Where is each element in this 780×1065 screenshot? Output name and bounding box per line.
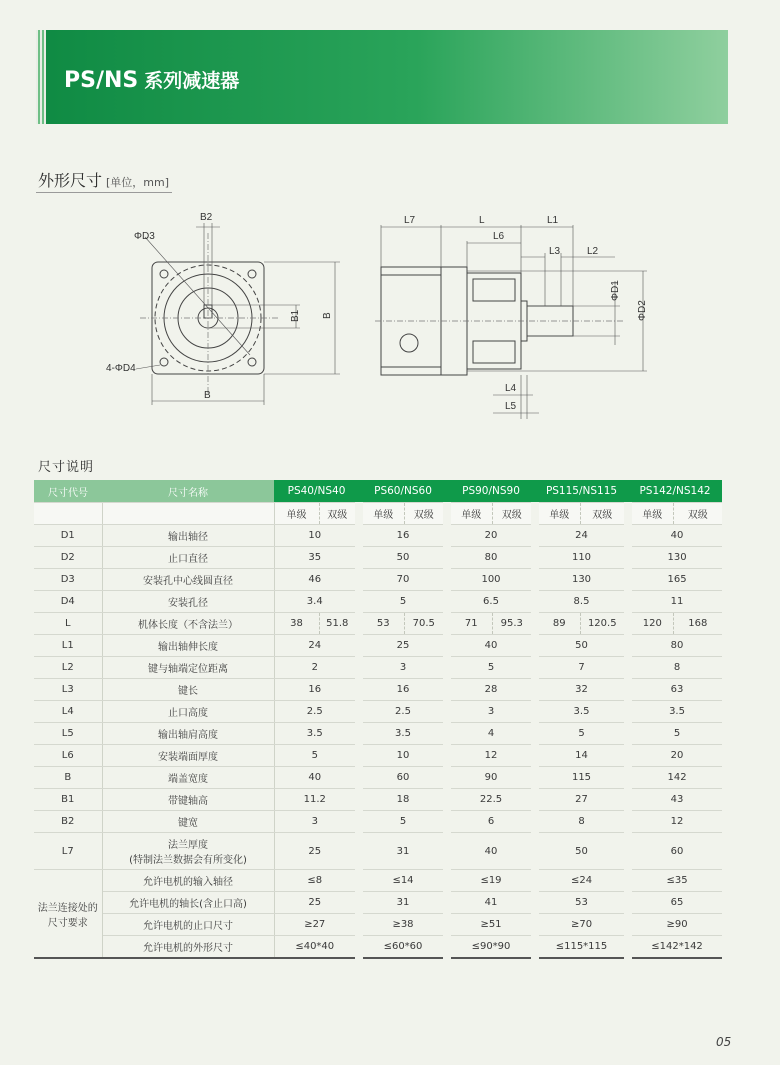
value-cell: 40 (447, 833, 535, 870)
value-cell: 31 (359, 833, 447, 870)
value-cell: ≤35 (628, 870, 722, 892)
value-cell: 41 (447, 892, 535, 914)
label-b1: B1 (290, 309, 301, 322)
value-cell: ≤14 (359, 870, 447, 892)
table-row (34, 657, 722, 679)
value-cell: 31 (359, 892, 447, 914)
value-cell: 90 (447, 767, 535, 789)
value-cell: ≤60*60 (359, 936, 447, 959)
value-cell: 3 (447, 701, 535, 723)
value-cell: ≤24 (535, 870, 628, 892)
row-name-line2: (特制法兰数据会有所变化) (129, 855, 247, 866)
value-cell: 2.5 (274, 701, 359, 723)
row-name: 允许电机的止口尺寸 (102, 914, 274, 936)
value-cell: ≤90*90 (447, 936, 535, 959)
row-name-line1: 法兰厚度 (168, 840, 208, 851)
row-code: D1 (34, 525, 102, 547)
model-header: PS40/NS40 (274, 480, 359, 503)
value-cell: 8.5 (535, 591, 628, 613)
stage-label: 单级 (447, 503, 492, 525)
row-code: D2 (34, 547, 102, 569)
value-cell: 28 (447, 679, 535, 701)
label-b2: B2 (200, 212, 213, 223)
table-row (34, 547, 722, 569)
spec-table (34, 480, 722, 959)
row-code: L2 (34, 657, 102, 679)
spec-section-title: 尺寸说明 (38, 460, 95, 475)
model-header: PS142/NS142 (628, 480, 722, 503)
stage-label: 双级 (404, 503, 447, 525)
label-l3: L3 (549, 246, 561, 257)
stage-label: 单级 (359, 503, 404, 525)
value-cell: 5 (447, 657, 535, 679)
row-code: D3 (34, 569, 102, 591)
table-row-flange (34, 892, 722, 914)
stage-label: 单级 (535, 503, 580, 525)
col-name-header: 尺寸名称 (102, 480, 274, 503)
value-cell: 12 (628, 811, 722, 833)
value-cell: 24 (274, 635, 359, 657)
value-cell: ≥70 (535, 914, 628, 936)
value-cell: 3.5 (535, 701, 628, 723)
value-cell: 46 (274, 569, 359, 591)
value-cell: 18 (359, 789, 447, 811)
table-row (34, 701, 722, 723)
value-cell: 2 (274, 657, 359, 679)
value-cell: 4 (447, 723, 535, 745)
value-cell: 6.5 (447, 591, 535, 613)
row-name: 输出轴伸长度 (102, 635, 274, 657)
value-cell: 3 (359, 657, 447, 679)
value-cell: 168 (673, 613, 722, 635)
row-code: L5 (34, 723, 102, 745)
value-cell: 14 (535, 745, 628, 767)
label-l4: L4 (505, 383, 517, 394)
value-cell: ≥51 (447, 914, 535, 936)
value-cell: 63 (628, 679, 722, 701)
value-cell: 5 (359, 591, 447, 613)
row-code: L1 (34, 635, 102, 657)
row-name: 键长 (102, 679, 274, 701)
table-header-row (34, 480, 722, 503)
value-cell: 51.8 (319, 613, 359, 635)
value-cell: 50 (535, 635, 628, 657)
value-cell: ≤19 (447, 870, 535, 892)
label-l7: L7 (404, 215, 416, 226)
table-row-length (34, 613, 722, 635)
row-name (102, 833, 274, 870)
value-cell: 120.5 (580, 613, 628, 635)
stage-label: 单级 (628, 503, 673, 525)
value-cell: 38 (274, 613, 319, 635)
empty-cell (102, 503, 274, 525)
value-cell: 5 (359, 811, 447, 833)
value-cell: 3.5 (274, 723, 359, 745)
value-cell: ≥27 (274, 914, 359, 936)
row-name: 输出轴径 (102, 525, 274, 547)
value-cell: 25 (274, 892, 359, 914)
row-name: 允许电机的外形尺寸 (102, 936, 274, 959)
row-name: 输出轴肩高度 (102, 723, 274, 745)
value-cell: 80 (447, 547, 535, 569)
table-row-flange-thickness (34, 833, 722, 870)
label-l6: L6 (493, 231, 505, 242)
value-cell: 10 (359, 745, 447, 767)
table-row (34, 591, 722, 613)
label-d1: ΦD1 (610, 280, 621, 301)
row-name: 允许电机的输入轴径 (102, 870, 274, 892)
table-row (34, 635, 722, 657)
value-cell: 8 (628, 657, 722, 679)
row-name: 键宽 (102, 811, 274, 833)
label-d3: ΦD3 (134, 231, 155, 242)
row-name: 机体长度（不含法兰） (102, 613, 274, 635)
dims-section-title (38, 168, 169, 191)
value-cell: 165 (628, 569, 722, 591)
value-cell: 3 (274, 811, 359, 833)
value-cell: 70.5 (404, 613, 447, 635)
value-cell: 80 (628, 635, 722, 657)
stage-label: 双级 (492, 503, 535, 525)
row-code: B1 (34, 789, 102, 811)
col-code-header: 尺寸代号 (34, 480, 102, 503)
value-cell: 40 (274, 767, 359, 789)
value-cell: 2.5 (359, 701, 447, 723)
title-cn: 系列减速器 (144, 70, 240, 92)
value-cell: 130 (535, 569, 628, 591)
value-cell: 3.4 (274, 591, 359, 613)
value-cell: 8 (535, 811, 628, 833)
value-cell: 3.5 (359, 723, 447, 745)
value-cell: 53 (535, 892, 628, 914)
value-cell: 20 (447, 525, 535, 547)
front-view-drawing (100, 205, 350, 420)
flange-group-label (34, 870, 102, 959)
row-code: L6 (34, 745, 102, 767)
flange-group-line2: 尺寸要求 (47, 917, 88, 929)
row-name: 止口高度 (102, 701, 274, 723)
value-cell: 50 (535, 833, 628, 870)
value-cell: 89 (535, 613, 580, 635)
value-cell: 115 (535, 767, 628, 789)
model-header: PS90/NS90 (447, 480, 535, 503)
value-cell: 16 (359, 525, 447, 547)
stage-label: 双级 (319, 503, 359, 525)
page-number: 05 (716, 1035, 732, 1049)
row-name: 安装孔中心线圆直径 (102, 569, 274, 591)
table-row (34, 525, 722, 547)
title-latin: PS/NS (64, 68, 139, 93)
label-l: L (479, 215, 485, 226)
value-cell: 5 (628, 723, 722, 745)
row-code: L7 (34, 833, 102, 870)
row-name: 带键轴高 (102, 789, 274, 811)
value-cell: 11.2 (274, 789, 359, 811)
value-cell: 60 (359, 767, 447, 789)
value-cell: 16 (274, 679, 359, 701)
value-cell: 95.3 (492, 613, 535, 635)
value-cell: 27 (535, 789, 628, 811)
row-code: B2 (34, 811, 102, 833)
model-header: PS115/NS115 (535, 480, 628, 503)
row-code: L4 (34, 701, 102, 723)
value-cell: 71 (447, 613, 492, 635)
value-cell: 43 (628, 789, 722, 811)
label-d4: 4-ΦD4 (106, 363, 136, 374)
value-cell: 20 (628, 745, 722, 767)
stage-label: 双级 (580, 503, 628, 525)
page-title (64, 66, 239, 93)
value-cell: ≤8 (274, 870, 359, 892)
value-cell: ≤115*115 (535, 936, 628, 959)
row-name: 端盖宽度 (102, 767, 274, 789)
stage-label: 单级 (274, 503, 319, 525)
row-name: 安装端面厚度 (102, 745, 274, 767)
value-cell: 50 (359, 547, 447, 569)
value-cell: 142 (628, 767, 722, 789)
value-cell: 7 (535, 657, 628, 679)
model-header: PS60/NS60 (359, 480, 447, 503)
table-row-flange (34, 870, 722, 892)
value-cell: 5 (274, 745, 359, 767)
value-cell: 6 (447, 811, 535, 833)
value-cell: 25 (359, 635, 447, 657)
value-cell: 40 (447, 635, 535, 657)
empty-cell (34, 503, 102, 525)
value-cell: 3.5 (628, 701, 722, 723)
value-cell: 22.5 (447, 789, 535, 811)
table-row (34, 723, 722, 745)
value-cell: 35 (274, 547, 359, 569)
label-d2: ΦD2 (637, 300, 648, 321)
row-name: 允许电机的轴长(含止口高) (102, 892, 274, 914)
dims-title-text: 外形尺寸 (38, 171, 103, 190)
table-row (34, 811, 722, 833)
row-name: 安装孔径 (102, 591, 274, 613)
row-name: 止口直径 (102, 547, 274, 569)
value-cell: 53 (359, 613, 404, 635)
value-cell: 130 (628, 547, 722, 569)
table-row (34, 789, 722, 811)
row-code: L3 (34, 679, 102, 701)
flange-group-line1: 法兰连接处的 (37, 902, 98, 914)
value-cell: 70 (359, 569, 447, 591)
value-cell: 10 (274, 525, 359, 547)
label-l5: L5 (505, 401, 517, 412)
label-b-horizontal: B (204, 390, 211, 401)
value-cell: 60 (628, 833, 722, 870)
table-row (34, 569, 722, 591)
value-cell: 24 (535, 525, 628, 547)
section-divider (36, 192, 172, 193)
value-cell: 25 (274, 833, 359, 870)
table-row (34, 679, 722, 701)
value-cell: 5 (535, 723, 628, 745)
value-cell: ≤142*142 (628, 936, 722, 959)
value-cell: ≥38 (359, 914, 447, 936)
value-cell: 40 (628, 525, 722, 547)
value-cell: 65 (628, 892, 722, 914)
value-cell: ≤40*40 (274, 936, 359, 959)
table-row-flange (34, 936, 722, 959)
stage-label: 双级 (673, 503, 722, 525)
value-cell: 16 (359, 679, 447, 701)
banner-stripe (36, 30, 46, 124)
row-name: 键与轴端定位距离 (102, 657, 274, 679)
table-row-flange (34, 914, 722, 936)
value-cell: 110 (535, 547, 628, 569)
stage-header-row (34, 503, 722, 525)
row-code: B (34, 767, 102, 789)
value-cell: 120 (628, 613, 673, 635)
row-code: L (34, 613, 102, 635)
value-cell: ≥90 (628, 914, 722, 936)
value-cell: 11 (628, 591, 722, 613)
label-l2: L2 (587, 246, 599, 257)
value-cell: 32 (535, 679, 628, 701)
side-view-drawing (375, 205, 665, 425)
table-row (34, 745, 722, 767)
dims-unit: [单位，mm] (106, 176, 170, 189)
label-l1: L1 (547, 215, 559, 226)
value-cell: 100 (447, 569, 535, 591)
table-row (34, 767, 722, 789)
row-code: D4 (34, 591, 102, 613)
value-cell: 12 (447, 745, 535, 767)
label-b-vertical: B (322, 312, 333, 319)
